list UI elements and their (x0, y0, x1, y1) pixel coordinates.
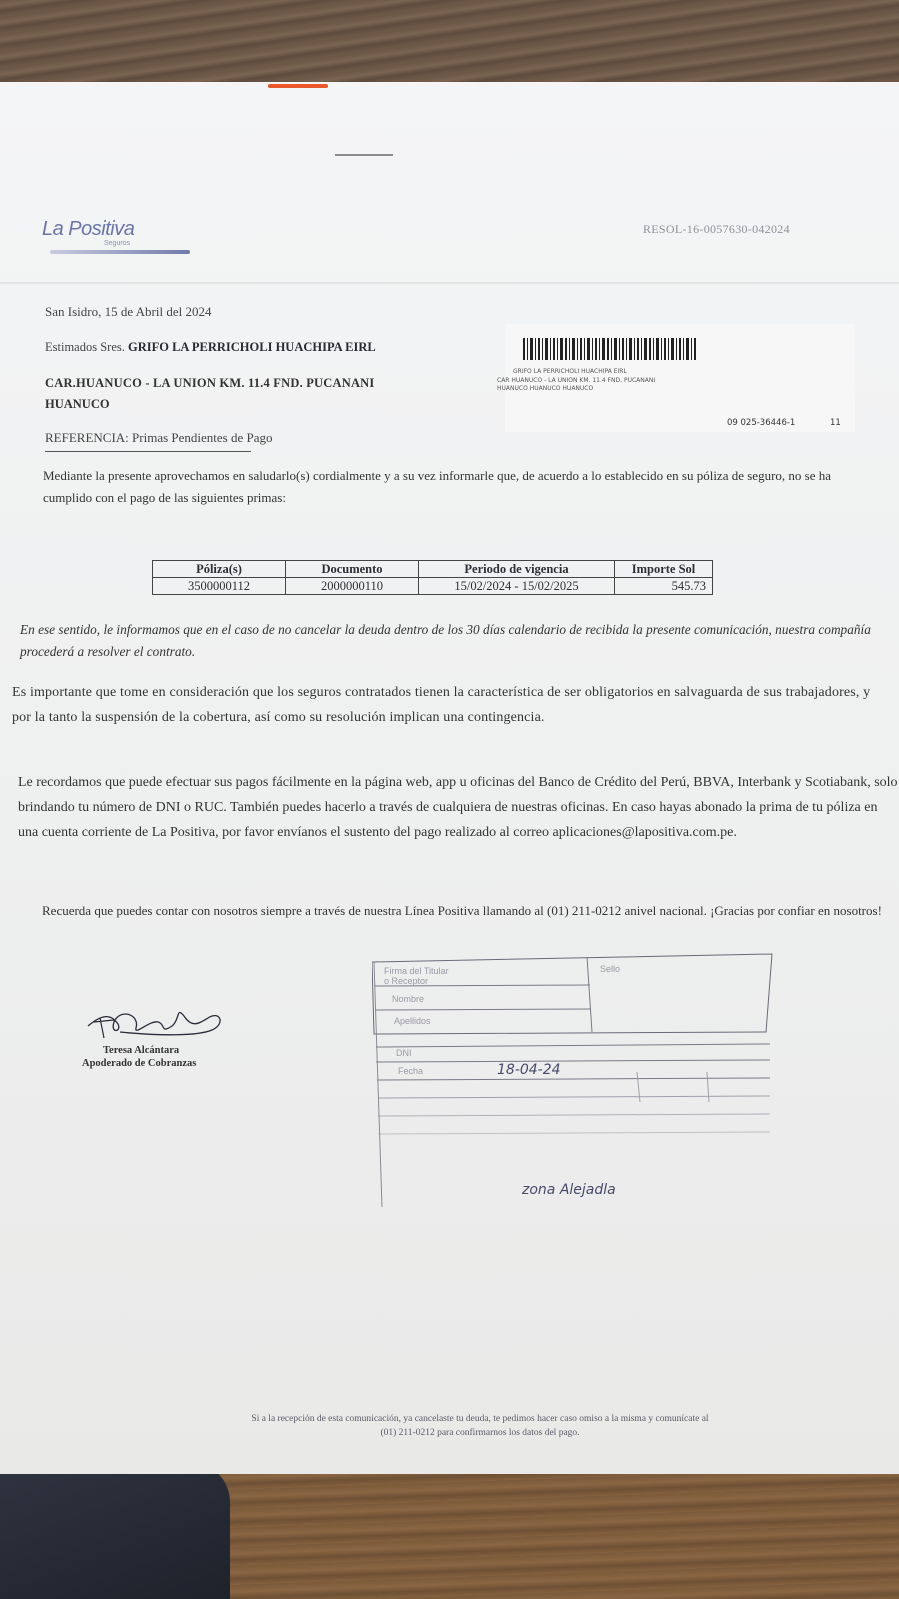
label-tracking: 09 025-36446-1 (727, 418, 796, 428)
stamp-name-label: Nombre (392, 994, 425, 1004)
address-line-1: CAR.HUANUCO - LA UNION KM. 11.4 FND. PUCANANI (45, 376, 375, 390)
contact-paragraph: Recuerda que puedes contar con nosotros siempre a través de nuestra Línea Positiva llamando al (01) 211-0212 anivel nacional. ¡Gracias por confiar en nosotros! (42, 903, 882, 918)
signatory-role: Apoderado de Cobranzas (82, 1058, 197, 1069)
logo-subtext: Seguros (104, 240, 131, 247)
cloth-corner (0, 1462, 230, 1599)
letter-date: San Isidro, 15 de Abril del 2024 (45, 304, 212, 319)
col-header-policy: Póliza(s) (153, 561, 286, 578)
col-header-amount: Importe Sol (615, 561, 713, 578)
letter-page (0, 82, 899, 1474)
logo-text: La Positiva (42, 218, 135, 240)
stamp-signature-label-2: o Receptor (384, 976, 429, 986)
col-header-document: Documento (286, 561, 419, 578)
logo-swoosh-icon (50, 250, 190, 254)
company-name: GRIFO LA PERRICHOLI HUACHIPA EIRL (127, 340, 376, 354)
fold-mark (335, 154, 393, 156)
mailing-label (497, 324, 855, 432)
stamp-dni-label: DNI (396, 1048, 412, 1058)
reference-underline (45, 451, 251, 452)
table-row (153, 578, 713, 595)
address-line-2: HUANUCO (45, 397, 110, 411)
footer-line-1: Si a la recepción de esta comunicación, ya cancelaste tu deuda, te pedimos hacer caso omiso a la misma y comunícate al (251, 1414, 709, 1424)
signature-icon (80, 994, 230, 1044)
label-address: CAR HUANUCO - LA UNION KM. 11.4 FND. PUCANANI (497, 377, 656, 384)
company-logo (42, 218, 135, 247)
premiums-table (152, 560, 713, 595)
stamp-surname-label: Apellidos (394, 1016, 431, 1026)
table-surface-top (0, 0, 899, 95)
payment-paragraph: Le recordamos que puede efectuar sus pagos fácilmente en la página web, app u oficinas del Banco de Crédito del Perú, BBVA, Interbank y Scotiabank, solo brindando tu número de DNI o RUC. También puedes hacerlo a través de cualquiera de nuestras oficinas. En caso hayas abonado la prima de tu póliza en una cuenta corriente de La Positiva, por favor envíanos el sustento del pago realizado al correo aplicaciones@lapositiva.com.pe. (18, 775, 898, 840)
cell-document: 2000000110 (286, 578, 419, 595)
greeting-prefix: Estimados Sres. (45, 340, 125, 354)
signatory-name: Teresa Alcántara (103, 1045, 180, 1056)
reference-line: REFERENCIA: Primas Pendientes de Pago (45, 430, 273, 445)
label-city: HUANUCO HUANUCO HUANUCO (497, 385, 594, 392)
cell-amount: 545.73 (615, 578, 713, 595)
label-addressee: GRIFO LA PERRICHOLI HUACHIPA EIRL (513, 368, 627, 375)
fold-crease (0, 282, 899, 284)
intro-paragraph: Mediante la presente aprovechamos en saludarlo(s) cordialmente y a su vez informarle que, de acuerdo a lo establecido en su póliza de seguro, no se ha cumplido con el pago de las siguientes primas: (43, 468, 831, 505)
barcode-icon (523, 338, 698, 360)
receipt-stamp (372, 952, 790, 1220)
handwritten-note: zona Alejadla (522, 1182, 616, 1198)
cell-policy: 3500000112 (153, 578, 286, 595)
receipt-stamp-lines (372, 952, 790, 1220)
importance-paragraph: Es importante que tome en consideración que los seguros contratados tienen la característica de ser obligatorios en salvaguarda de sus trabajadores, y por la tanto la suspensión de la cobertura, así como su resolución implican una contingencia. (12, 685, 871, 725)
handwritten-date: 18-04-24 (497, 1062, 561, 1078)
table-header-row (153, 561, 713, 578)
envelope-tab (268, 84, 328, 88)
greeting (45, 340, 376, 355)
footer-note (160, 1412, 800, 1440)
col-header-period: Periodo de vigencia (419, 561, 615, 578)
warning-paragraph: En ese sentido, le informamos que en el caso de no cancelar la deuda dentro de los 30 días calendario de recibida la presente comunicación, nuestra compañía procederá a resolver el contrato. (20, 622, 871, 659)
reference-code: RESOL-16-0057630-042024 (643, 222, 790, 236)
stamp-seal-label: Sello (600, 964, 621, 974)
stamp-date-label: Fecha (398, 1066, 424, 1076)
stamp-signature-label-1: Firma del Titular (384, 966, 449, 976)
footer-line-2: (01) 211-0212 para confirmarnos los datos del pago. (380, 1428, 580, 1438)
label-tracking-suffix: 11 (830, 418, 841, 428)
cell-period: 15/02/2024 - 15/02/2025 (419, 578, 615, 595)
